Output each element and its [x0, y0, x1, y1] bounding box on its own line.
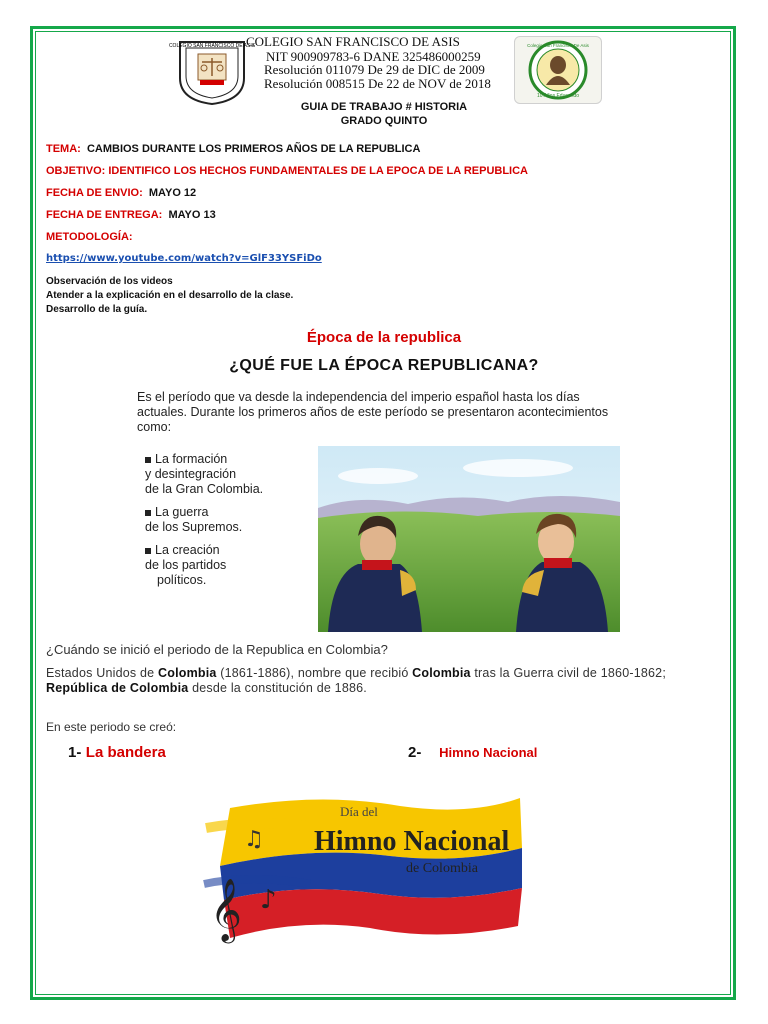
list-item [145, 505, 263, 535]
bullet-icon [145, 548, 151, 554]
bullet-icon [145, 510, 151, 516]
objetivo-label: OBJETIVO: [46, 165, 106, 177]
bullet-3-line-3: políticos. [157, 573, 207, 587]
bullet-1-line-1: La formación [155, 452, 228, 466]
seal-right-years: 10 Años Educando [537, 93, 579, 99]
envio-label: FECHA DE ENVIO: [46, 187, 143, 199]
school-seal-right [514, 36, 602, 104]
seal-left-text: COLEGIO SAN FRANCISCO DE ASIS [168, 43, 256, 49]
historical-figures-illustration [318, 446, 620, 632]
bullet-3-line-2: de los partidos [145, 558, 227, 572]
answer-text-4: desde la constitución de 1886. [188, 681, 367, 695]
banner-line-2: Himno Nacional [314, 826, 510, 857]
item-2-text: Himno Nacional [439, 745, 538, 760]
field-metodologia [46, 231, 133, 243]
events-list [145, 452, 263, 596]
school-name: COLEGIO SAN FRANCISCO DE ASIS [246, 34, 460, 49]
answer-bold-3: República de Colombia [46, 681, 189, 695]
envio-value: MAYO 12 [148, 187, 197, 199]
answer-paragraph [46, 666, 696, 696]
guide-grade: GRADO QUINTO [340, 115, 428, 127]
methodology-step-3: Desarrollo de la guía. [46, 304, 148, 315]
metodologia-label: METODOLOGÍA: [46, 231, 133, 243]
field-tema [46, 143, 420, 155]
school-seal-left [168, 38, 256, 106]
entrega-label: FECHA DE ENTREGA: [46, 209, 163, 221]
banner-line-1: Día del [340, 804, 378, 819]
music-note-icon: ♪ [260, 885, 277, 915]
treble-clef-icon: 𝄞 [210, 878, 242, 941]
bullet-2-line-1: La guerra [155, 505, 209, 519]
tema-value: CAMBIOS DURANTE LOS PRIMEROS AÑOS DE LA REPUBLICA [86, 143, 421, 155]
list-item [145, 452, 263, 497]
answer-bold-1: Colombia [158, 666, 217, 680]
banner-line-3: de Colombia [406, 861, 478, 876]
answer-text-3: tras la Guerra civil de 1860-1862; [470, 666, 666, 680]
field-entrega [46, 209, 216, 221]
bullet-icon [145, 457, 151, 463]
music-note-icon: ♫ [244, 827, 264, 852]
list-item [145, 543, 263, 588]
item-2-number: 2- [408, 744, 422, 761]
methodology-step-2: Atender a la explicación en el desarrollo de la clase. [46, 290, 294, 301]
youtube-video-link[interactable]: https://www.youtube.com/watch?v=GlF33YSFiDo [46, 253, 322, 264]
school-nit: NIT 900909783-6 DANE 325486000259 [266, 49, 481, 64]
field-objetivo [46, 165, 528, 177]
bullet-3-line-1: La creación [155, 543, 220, 557]
bullet-1-line-3: de la Gran Colombia. [145, 482, 264, 496]
answer-bold-2: Colombia [412, 666, 471, 680]
guide-title: GUIA DE TRABAJO # HISTORIA [300, 101, 468, 113]
tema-label: TEMA: [46, 143, 81, 155]
intro-paragraph: Es el período que va desde la independencia del imperio español hasta los días actuales. Durante los primeros años de este período se presentaron acontecimientos como: [137, 390, 609, 434]
entrega-value: MAYO 13 [168, 209, 216, 221]
school-resolution-1: Resolución 011079 De 29 de DIC de 2009 [264, 62, 485, 77]
seal-right-text: Colegio San Francisco De Asis [527, 43, 589, 48]
answer-text-2: (1861-1886), nombre que recibió [216, 666, 413, 680]
field-envio [46, 187, 196, 199]
methodology-step-1: Observación de los videos [46, 276, 173, 287]
bullet-1-line-2: y desintegración [145, 467, 237, 481]
item-1-number: 1- [68, 744, 82, 761]
answer-text-1: Estados Unidos de [46, 666, 158, 680]
created-item-2 [408, 744, 537, 762]
school-resolution-2: Resolución 008515 De 22 de NOV de 2018 [264, 76, 491, 91]
created-intro: En este periodo se creó: [46, 720, 177, 734]
section-title: Época de la republica [306, 329, 462, 346]
question-start-period: ¿Cuándo se inició el periodo de la Republica en Colombia? [46, 642, 388, 657]
objetivo-value: IDENTIFICO LOS HECHOS FUNDAMENTALES DE LA EPOCA DE LA REPUBLICA [108, 165, 528, 177]
question-title: ¿QUÉ FUE LA ÉPOCA REPUBLICANA? [229, 357, 539, 374]
created-item-1 [68, 744, 166, 762]
item-1-text: La bandera [85, 744, 166, 761]
anthem-day-banner [200, 788, 530, 956]
bullet-2-line-2: de los Supremos. [145, 520, 243, 534]
